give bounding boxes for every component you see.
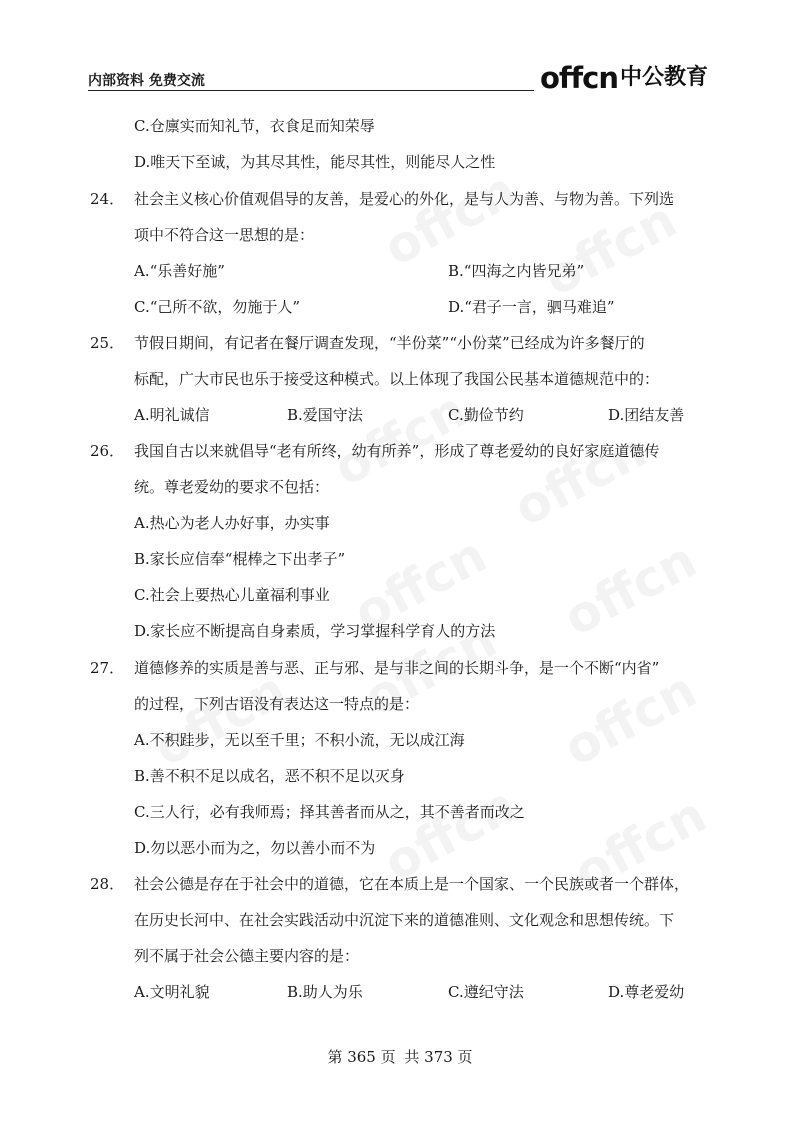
question-stem: 我国自古以来就倡导“老有所终，幼有所养”，形成了尊老爱幼的良好家庭道德传 [134,442,660,460]
option-b: B.爱国守法 [287,406,363,424]
header-note: 内部资料 免费交流 [88,73,205,89]
question-stem: 的过程，下列古语没有表达这一特点的是： [134,695,420,713]
option-a: A.热心为老人办好事，办实事 [134,514,330,532]
page-header [88,62,708,96]
option-c: C.“己所不欲，勿施于人” [134,298,301,316]
option-b: B.善不积不足以成名，恶不积不足以灭身 [134,767,405,785]
page-total: 共 373 页 [404,1048,473,1066]
question-stem: 在历史长河中、在社会实践活动中沉淀下来的道德准则、文化观念和思想传统。下 [134,911,675,929]
question-number: 27． [90,659,125,677]
option-line: D.唯天下至诚，为其尽其性，能尽其性，则能尽人之性 [134,153,496,171]
option-b: B.家长应信奉“棍棒之下出孝子” [134,550,346,568]
watermark [375,161,526,278]
question-stem: 社会公德是存在于社会中的道德，它在本质上是一个国家、一个民族或者一个群体， [134,875,690,893]
option-line: C.仓廪实而知礼节，衣食足而知荣辱 [134,117,375,135]
question-stem: 节假日期间，有记者在餐厅调查发现，“半份菜”“小份菜”已经成为许多餐厅的 [134,334,645,352]
watermark [325,381,476,498]
question-number: 25． [90,334,125,352]
question-stem: 社会主义核心价值观倡导的友善，是爱心的外化，是与人为善、与物为善。下列选 [134,190,675,208]
option-d: D.家长应不断提高自身素质，学习掌握科学育人的方法 [134,622,496,640]
option-a: A.“乐善好施” [134,262,225,280]
option-a: A.文明礼貌 [134,983,210,1001]
option-c: C.遵纪守法 [448,983,524,1001]
option-c: C.勤俭节约 [448,406,524,424]
question-stem: 道德修养的实质是善与恶、正与邪、是与非之间的长期斗争，是一个不断“内省” [134,659,660,677]
question-stem: 项中不符合这一思想的是： [134,226,315,244]
question-number: 24． [90,190,125,208]
option-d: D.团结友善 [608,406,685,424]
option-a: A.不积跬步，无以至千里；不积小流，无以成江海 [134,731,465,749]
logo-name: 中公教育 [619,65,708,90]
option-c: C.社会上要热心儿童福利事业 [134,586,330,604]
question-number: 28． [90,875,125,893]
offcn-logo [534,61,708,95]
option-d: D.勿以恶小而为之，勿以善小而不为 [134,839,376,857]
option-d: D.尊老爱幼 [608,983,685,1001]
watermark [145,661,296,778]
question-stem: 标配，广大市民也乐于接受这种模式。以上体现了我国公民基本道德规范中的： [134,370,660,388]
option-c: C.三人行，必有我师焉；择其善者而从之，其不善者而改之 [134,803,525,821]
option-a: A.明礼诚信 [134,406,210,424]
question-stem: 列不属于社会公德主要内容的是： [134,947,360,965]
question-stem: 统。尊老爱幼的要求不包括： [134,478,330,496]
question-number: 26． [90,442,125,460]
page-footer [0,1046,800,1067]
option-b: B.“四海之内皆兄弟” [448,262,585,280]
page-number: 第 365 页 [327,1048,396,1066]
watermark [555,531,706,648]
option-d: D.“君子一言，驷马难追” [448,298,615,316]
option-b: B.助人为乐 [287,983,363,1001]
watermark [555,661,706,778]
logo-mark: offcn [539,61,618,95]
watermark [505,421,656,538]
